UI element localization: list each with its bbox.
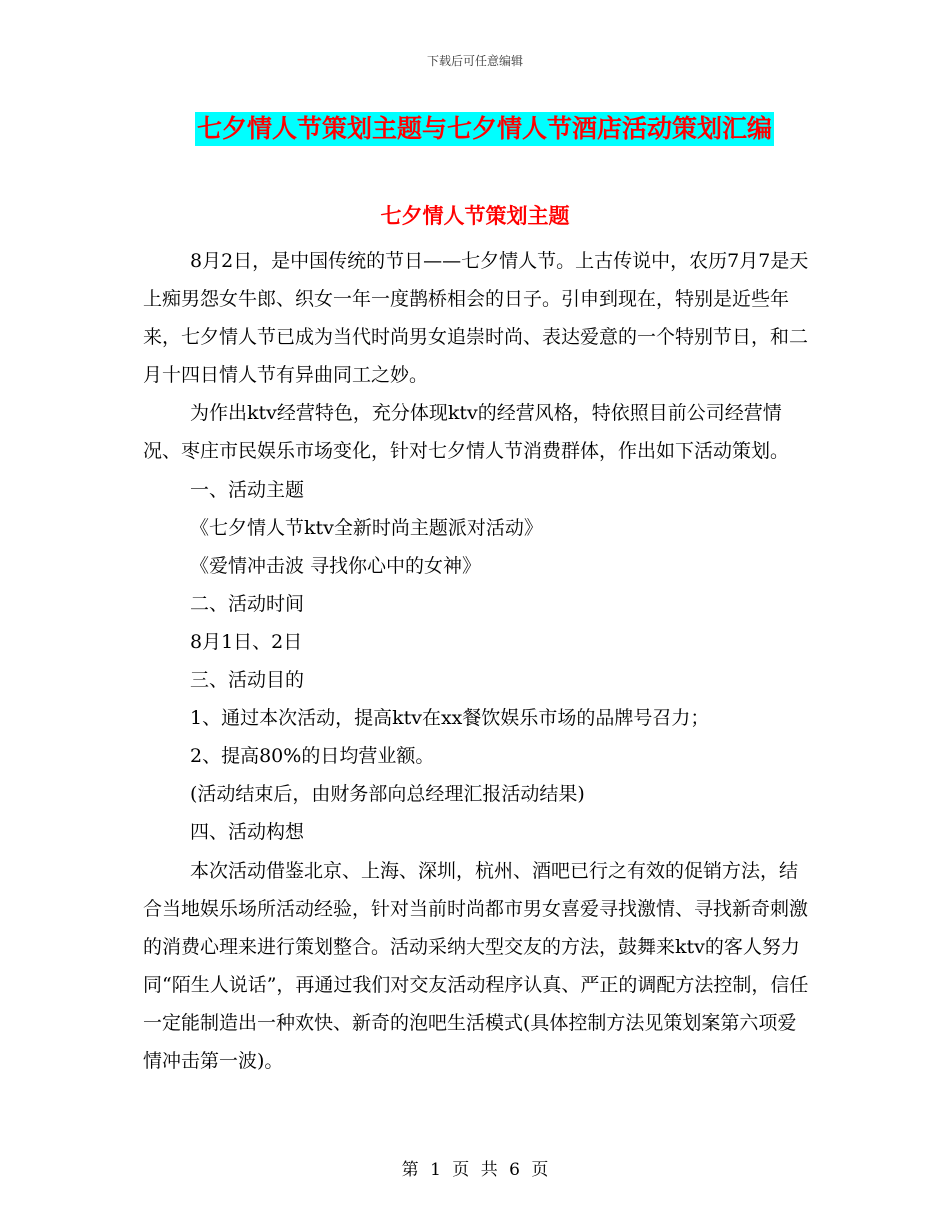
header-note: 下载后可任意编辑 <box>426 54 523 68</box>
page-footer: 第 1 页 共 6 页 <box>401 1160 549 1180</box>
theme-line-1: 《七夕情人节ktv全新时尚主题派对活动》 <box>190 516 543 539</box>
paragraph-purpose: 为作出ktv经营特色，充分体现ktv的经营风格，特依照目前公司经营情况、枣庄市民娱乐市场变化，针对七夕情人节消费群体，作出如下活动策划。 <box>143 402 790 463</box>
section-title: 七夕情人节策划主题 <box>380 203 570 228</box>
heading-concept: 四、活动构想 <box>190 821 305 844</box>
paragraph-intro: 8月2日，是中国传统的节日——七夕情人节。上古传说中，农历7月7是天上痴男怨女牛郎、织女一年一度鹊桥相会的日子。引申到现在，特别是近些年来，七夕情人节已成为当代时尚男女追崇时尚、表达爱意的一个特别节日，和二月十四日情人节有异曲同工之妙。 <box>143 250 809 387</box>
heading-goal: 三、活动目的 <box>190 669 305 692</box>
goal-note: (活动结束后，由财务部向总经理汇报活动结果) <box>190 783 585 806</box>
document-body <box>143 242 811 1080</box>
heading-time: 二、活动时间 <box>190 592 305 615</box>
goal-line-2: 2、提高80%的日均营业额。 <box>190 745 435 768</box>
theme-line-2: 《爱情冲击波 寻找你心中的女神》 <box>190 554 482 577</box>
heading-theme: 一、活动主题 <box>190 478 305 501</box>
paragraph-concept: 本次活动借鉴北京、上海、深圳，杭州、酒吧已行之有效的促销方法，结合当地娱乐场所活动经验，针对当前时尚都市男女喜爱寻找激情、寻找新奇刺激的消费心理来进行策划整合。活动采纳大型交友的方法，鼓舞来ktv的客人努力同“陌生人说话”，再通过我们对交友活动程序认真、严正的调配方法控制，信任一定能制造出一种欢快、新奇的泡吧生活模式(具体控制方法见策划案第六项爱情冲击第一波)。 <box>143 859 809 1072</box>
goal-line-1: 1、通过本次活动，提高ktv在xx餐饮娱乐市场的品牌号召力； <box>190 707 710 730</box>
time-line: 8月1日、2日 <box>190 630 303 653</box>
document-title: 七夕情人节策划主题与七夕情人节酒店活动策划汇编 <box>195 112 774 146</box>
